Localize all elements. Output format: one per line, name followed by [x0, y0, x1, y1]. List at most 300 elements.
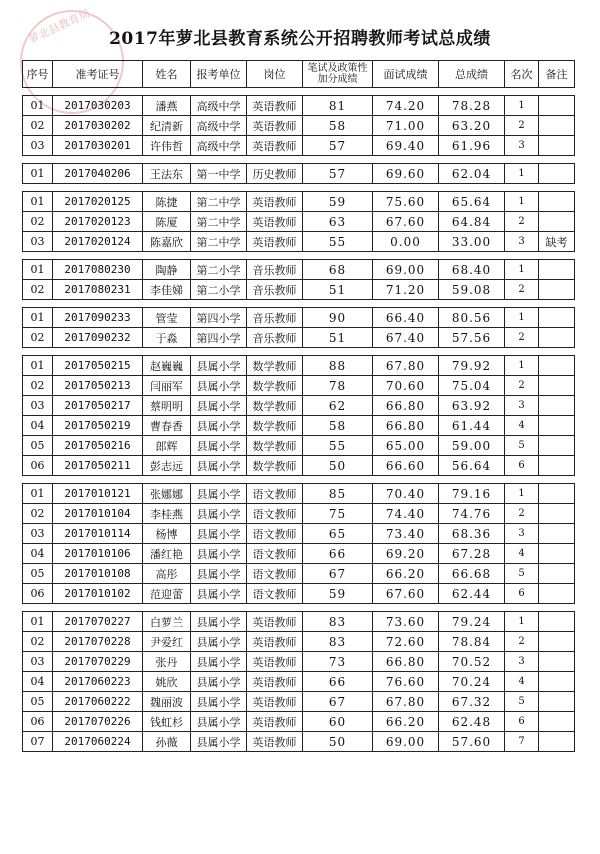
cell-exam-id: 2017070229 [53, 652, 143, 672]
cell-rank: 4 [505, 672, 539, 692]
cell-rank: 2 [505, 504, 539, 524]
cell-written: 50 [303, 732, 373, 752]
cell-exam-id: 2017050216 [53, 436, 143, 456]
cell-rank: 7 [505, 732, 539, 752]
cell-total: 62.44 [439, 584, 505, 604]
cell-exam-id: 2017040206 [53, 164, 143, 184]
cell-written: 66 [303, 672, 373, 692]
cell-post: 音乐教师 [247, 308, 303, 328]
cell-written: 75 [303, 504, 373, 524]
cell-exam-id: 2017020125 [53, 192, 143, 212]
cell-seq: 03 [23, 232, 53, 252]
cell-exam-id: 2017060222 [53, 692, 143, 712]
cell-name: 曹春香 [143, 416, 191, 436]
cell-rank: 1 [505, 192, 539, 212]
cell-note [539, 280, 575, 300]
cell-note [539, 116, 575, 136]
group-separator [23, 348, 575, 356]
cell-total: 62.04 [439, 164, 505, 184]
cell-unit: 县属小学 [191, 652, 247, 672]
cell-total: 63.20 [439, 116, 505, 136]
cell-exam-id: 2017060224 [53, 732, 143, 752]
cell-seq: 06 [23, 456, 53, 476]
separator-cell [23, 604, 575, 612]
cell-note [539, 96, 575, 116]
cell-note [539, 632, 575, 652]
cell-unit: 第二中学 [191, 212, 247, 232]
cell-written: 55 [303, 436, 373, 456]
header-name: 姓名 [143, 61, 191, 88]
cell-post: 英语教师 [247, 632, 303, 652]
cell-name: 白萝兰 [143, 612, 191, 632]
cell-seq: 06 [23, 584, 53, 604]
cell-note [539, 136, 575, 156]
cell-note [539, 504, 575, 524]
table-row [23, 456, 575, 476]
cell-seq: 01 [23, 164, 53, 184]
cell-unit: 县属小学 [191, 376, 247, 396]
cell-total: 79.92 [439, 356, 505, 376]
cell-note [539, 164, 575, 184]
cell-name: 魏丽波 [143, 692, 191, 712]
cell-exam-id: 2017020123 [53, 212, 143, 232]
cell-total: 78.84 [439, 632, 505, 652]
cell-note [539, 484, 575, 504]
cell-name: 许伟哲 [143, 136, 191, 156]
header-total: 总成绩 [439, 61, 505, 88]
cell-post: 英语教师 [247, 232, 303, 252]
cell-unit: 县属小学 [191, 712, 247, 732]
cell-post: 英语教师 [247, 712, 303, 732]
cell-interview: 66.80 [373, 396, 439, 416]
cell-total: 67.32 [439, 692, 505, 712]
cell-unit: 县属小学 [191, 396, 247, 416]
cell-total: 68.36 [439, 524, 505, 544]
cell-exam-id: 2017060223 [53, 672, 143, 692]
group-separator [23, 476, 575, 484]
cell-unit: 县属小学 [191, 672, 247, 692]
cell-unit: 县属小学 [191, 504, 247, 524]
cell-exam-id: 2017030201 [53, 136, 143, 156]
header-rank: 名次 [505, 61, 539, 88]
cell-post: 英语教师 [247, 612, 303, 632]
cell-name: 范迎蕾 [143, 584, 191, 604]
cell-interview: 69.00 [373, 260, 439, 280]
cell-post: 英语教师 [247, 692, 303, 712]
cell-rank: 1 [505, 484, 539, 504]
cell-written: 58 [303, 416, 373, 436]
cell-rank: 5 [505, 564, 539, 584]
cell-total: 67.28 [439, 544, 505, 564]
cell-exam-id: 2017050211 [53, 456, 143, 476]
cell-post: 语文教师 [247, 504, 303, 524]
cell-written: 57 [303, 136, 373, 156]
cell-rank: 2 [505, 212, 539, 232]
cell-exam-id: 2017010108 [53, 564, 143, 584]
cell-name: 张丹 [143, 652, 191, 672]
header-seq: 序号 [23, 61, 53, 88]
cell-exam-id: 2017010114 [53, 524, 143, 544]
table-row [23, 212, 575, 232]
cell-post: 音乐教师 [247, 260, 303, 280]
separator-cell [23, 252, 575, 260]
cell-note [539, 584, 575, 604]
cell-interview: 66.80 [373, 416, 439, 436]
cell-seq: 03 [23, 396, 53, 416]
cell-interview: 67.80 [373, 356, 439, 376]
table-row [23, 652, 575, 672]
cell-note [539, 356, 575, 376]
cell-unit: 第一中学 [191, 164, 247, 184]
cell-total: 78.28 [439, 96, 505, 116]
cell-interview: 74.20 [373, 96, 439, 116]
cell-total: 70.52 [439, 652, 505, 672]
table-row [23, 564, 575, 584]
cell-note [539, 732, 575, 752]
cell-post: 语文教师 [247, 524, 303, 544]
cell-seq: 03 [23, 524, 53, 544]
cell-exam-id: 2017050219 [53, 416, 143, 436]
cell-interview: 69.20 [373, 544, 439, 564]
cell-rank: 3 [505, 652, 539, 672]
separator-cell [23, 156, 575, 164]
cell-interview: 70.40 [373, 484, 439, 504]
header-exam-id: 准考证号 [53, 61, 143, 88]
cell-post: 数学教师 [247, 436, 303, 456]
cell-seq: 05 [23, 436, 53, 456]
cell-name: 赵巍巍 [143, 356, 191, 376]
cell-rank: 2 [505, 280, 539, 300]
cell-exam-id: 2017070228 [53, 632, 143, 652]
cell-name: 李佳娣 [143, 280, 191, 300]
cell-note [539, 212, 575, 232]
cell-rank: 6 [505, 584, 539, 604]
cell-seq: 05 [23, 692, 53, 712]
cell-name: 于淼 [143, 328, 191, 348]
cell-name: 陈捷 [143, 192, 191, 212]
cell-name: 潘燕 [143, 96, 191, 116]
cell-seq: 01 [23, 96, 53, 116]
cell-interview: 75.60 [373, 192, 439, 212]
cell-rank: 5 [505, 436, 539, 456]
cell-total: 61.96 [439, 136, 505, 156]
cell-exam-id: 2017030203 [53, 96, 143, 116]
table-row [23, 416, 575, 436]
cell-name: 潘红艳 [143, 544, 191, 564]
cell-unit: 县属小学 [191, 612, 247, 632]
group-separator [23, 604, 575, 612]
group-separator [23, 156, 575, 164]
seal-text: 萝北县教育局 [26, 6, 92, 47]
table-row [23, 356, 575, 376]
cell-rank: 1 [505, 164, 539, 184]
cell-post: 英语教师 [247, 212, 303, 232]
cell-note [539, 712, 575, 732]
cell-post: 数学教师 [247, 396, 303, 416]
cell-written: 55 [303, 232, 373, 252]
cell-interview: 74.40 [373, 504, 439, 524]
header-post: 岗位 [247, 61, 303, 88]
cell-written: 67 [303, 564, 373, 584]
table-row [23, 524, 575, 544]
cell-exam-id: 2017080231 [53, 280, 143, 300]
cell-interview: 72.60 [373, 632, 439, 652]
cell-seq: 01 [23, 260, 53, 280]
cell-post: 数学教师 [247, 416, 303, 436]
cell-written: 73 [303, 652, 373, 672]
cell-interview: 67.60 [373, 212, 439, 232]
cell-seq: 01 [23, 308, 53, 328]
cell-written: 62 [303, 396, 373, 416]
separator-cell [23, 476, 575, 484]
cell-unit: 县属小学 [191, 732, 247, 752]
cell-written: 81 [303, 96, 373, 116]
cell-written: 90 [303, 308, 373, 328]
cell-unit: 县属小学 [191, 692, 247, 712]
table-row [23, 164, 575, 184]
cell-name: 陶静 [143, 260, 191, 280]
cell-written: 83 [303, 612, 373, 632]
results-table [22, 60, 575, 752]
cell-interview: 66.20 [373, 564, 439, 584]
table-row [23, 280, 575, 300]
cell-post: 历史教师 [247, 164, 303, 184]
cell-interview: 67.40 [373, 328, 439, 348]
cell-unit: 县属小学 [191, 544, 247, 564]
cell-note [539, 652, 575, 672]
cell-rank: 4 [505, 544, 539, 564]
cell-written: 51 [303, 280, 373, 300]
cell-name: 孙薇 [143, 732, 191, 752]
cell-name: 王法东 [143, 164, 191, 184]
cell-interview: 66.40 [373, 308, 439, 328]
group-separator [23, 300, 575, 308]
cell-total: 56.64 [439, 456, 505, 476]
cell-rank: 4 [505, 416, 539, 436]
cell-seq: 04 [23, 672, 53, 692]
separator-cell [23, 300, 575, 308]
cell-written: 50 [303, 456, 373, 476]
cell-name: 杨博 [143, 524, 191, 544]
table-row [23, 504, 575, 524]
cell-total: 75.04 [439, 376, 505, 396]
cell-rank: 1 [505, 308, 539, 328]
cell-unit: 第二中学 [191, 192, 247, 212]
table-row [23, 260, 575, 280]
cell-rank: 3 [505, 524, 539, 544]
cell-unit: 第四小学 [191, 328, 247, 348]
table-row [23, 584, 575, 604]
cell-written: 51 [303, 328, 373, 348]
group-separator [23, 184, 575, 192]
cell-note [539, 308, 575, 328]
cell-unit: 县属小学 [191, 436, 247, 456]
cell-exam-id: 2017090232 [53, 328, 143, 348]
cell-unit: 县属小学 [191, 632, 247, 652]
cell-interview: 71.20 [373, 280, 439, 300]
cell-note [539, 376, 575, 396]
header-note: 备注 [539, 61, 575, 88]
cell-rank: 3 [505, 396, 539, 416]
cell-name: 蔡明明 [143, 396, 191, 416]
cell-name: 陈厦 [143, 212, 191, 232]
cell-post: 英语教师 [247, 136, 303, 156]
cell-seq: 07 [23, 732, 53, 752]
cell-name: 钱虹杉 [143, 712, 191, 732]
cell-total: 79.16 [439, 484, 505, 504]
cell-note [539, 436, 575, 456]
cell-written: 88 [303, 356, 373, 376]
table-row [23, 192, 575, 212]
page-title: 2017年萝北县教育系统公开招聘教师考试总成绩 [109, 29, 491, 49]
cell-name: 彭志远 [143, 456, 191, 476]
cell-interview: 76.60 [373, 672, 439, 692]
separator-cell [23, 184, 575, 192]
cell-note [539, 328, 575, 348]
cell-written: 59 [303, 192, 373, 212]
cell-written: 59 [303, 584, 373, 604]
cell-seq: 02 [23, 504, 53, 524]
cell-note [539, 544, 575, 564]
group-separator [23, 88, 575, 96]
cell-total: 57.56 [439, 328, 505, 348]
cell-exam-id: 2017010104 [53, 504, 143, 524]
header-interview: 面试成绩 [373, 61, 439, 88]
cell-written: 67 [303, 692, 373, 712]
cell-seq: 02 [23, 328, 53, 348]
cell-interview: 69.40 [373, 136, 439, 156]
cell-exam-id: 2017090233 [53, 308, 143, 328]
cell-name: 张娜娜 [143, 484, 191, 504]
cell-total: 59.00 [439, 436, 505, 456]
cell-rank: 1 [505, 96, 539, 116]
cell-seq: 02 [23, 116, 53, 136]
cell-seq: 04 [23, 416, 53, 436]
cell-note [539, 396, 575, 416]
cell-seq: 01 [23, 356, 53, 376]
cell-exam-id: 2017050213 [53, 376, 143, 396]
cell-written: 66 [303, 544, 373, 564]
cell-post: 英语教师 [247, 652, 303, 672]
cell-written: 83 [303, 632, 373, 652]
cell-interview: 66.80 [373, 652, 439, 672]
cell-rank: 2 [505, 376, 539, 396]
cell-post: 语文教师 [247, 484, 303, 504]
cell-rank: 1 [505, 612, 539, 632]
header-written: 笔试及政策性加分成绩 [303, 61, 373, 88]
cell-interview: 66.60 [373, 456, 439, 476]
cell-written: 85 [303, 484, 373, 504]
cell-rank: 6 [505, 456, 539, 476]
cell-rank: 5 [505, 692, 539, 712]
cell-post: 英语教师 [247, 116, 303, 136]
separator-cell [23, 88, 575, 96]
cell-written: 78 [303, 376, 373, 396]
cell-interview: 0.00 [373, 232, 439, 252]
cell-post: 数学教师 [247, 356, 303, 376]
cell-post: 语文教师 [247, 584, 303, 604]
cell-interview: 67.60 [373, 584, 439, 604]
table-row [23, 692, 575, 712]
table-row [23, 544, 575, 564]
cell-rank: 3 [505, 232, 539, 252]
cell-seq: 01 [23, 192, 53, 212]
table-row [23, 484, 575, 504]
cell-total: 68.40 [439, 260, 505, 280]
cell-post: 音乐教师 [247, 328, 303, 348]
cell-post: 英语教师 [247, 96, 303, 116]
cell-unit: 县属小学 [191, 584, 247, 604]
cell-total: 65.64 [439, 192, 505, 212]
table-row [23, 396, 575, 416]
cell-total: 61.44 [439, 416, 505, 436]
cell-rank: 2 [505, 328, 539, 348]
cell-unit: 第二小学 [191, 280, 247, 300]
cell-post: 数学教师 [247, 456, 303, 476]
cell-unit: 高级中学 [191, 96, 247, 116]
cell-total: 33.00 [439, 232, 505, 252]
cell-interview: 71.00 [373, 116, 439, 136]
cell-exam-id: 2017020124 [53, 232, 143, 252]
separator-cell [23, 348, 575, 356]
group-separator [23, 252, 575, 260]
cell-interview: 73.60 [373, 612, 439, 632]
cell-total: 74.76 [439, 504, 505, 524]
cell-rank: 6 [505, 712, 539, 732]
cell-unit: 第四小学 [191, 308, 247, 328]
cell-name: 闫丽军 [143, 376, 191, 396]
cell-note: 缺考 [539, 232, 575, 252]
cell-total: 62.48 [439, 712, 505, 732]
cell-interview: 69.00 [373, 732, 439, 752]
cell-name: 纪清新 [143, 116, 191, 136]
table-row [23, 612, 575, 632]
table-row [23, 376, 575, 396]
cell-name: 高彤 [143, 564, 191, 584]
cell-exam-id: 2017010121 [53, 484, 143, 504]
cell-written: 63 [303, 212, 373, 232]
cell-total: 79.24 [439, 612, 505, 632]
cell-post: 数学教师 [247, 376, 303, 396]
header-row [23, 61, 575, 88]
cell-written: 58 [303, 116, 373, 136]
table-row [23, 116, 575, 136]
cell-rank: 3 [505, 136, 539, 156]
cell-exam-id: 2017080230 [53, 260, 143, 280]
cell-name: 郎辉 [143, 436, 191, 456]
cell-seq: 02 [23, 212, 53, 232]
cell-total: 66.68 [439, 564, 505, 584]
cell-name: 李桂燕 [143, 504, 191, 524]
cell-note [539, 260, 575, 280]
cell-seq: 04 [23, 544, 53, 564]
cell-rank: 1 [505, 356, 539, 376]
cell-written: 57 [303, 164, 373, 184]
cell-exam-id: 2017070227 [53, 612, 143, 632]
cell-unit: 高级中学 [191, 116, 247, 136]
cell-exam-id: 2017010102 [53, 584, 143, 604]
table-row [23, 136, 575, 156]
cell-total: 59.08 [439, 280, 505, 300]
table-row [23, 632, 575, 652]
cell-note [539, 692, 575, 712]
cell-unit: 县属小学 [191, 484, 247, 504]
cell-name: 陈嘉欣 [143, 232, 191, 252]
cell-seq: 06 [23, 712, 53, 732]
cell-seq: 05 [23, 564, 53, 584]
cell-note [539, 192, 575, 212]
cell-interview: 67.80 [373, 692, 439, 712]
